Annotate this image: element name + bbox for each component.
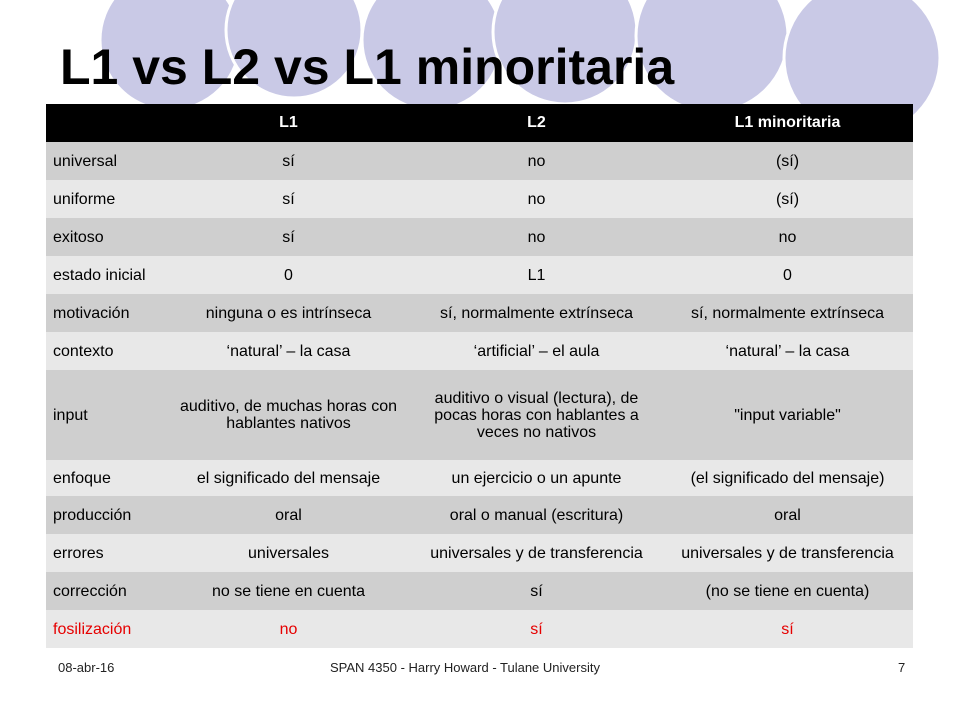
- row-label: universal: [46, 142, 166, 180]
- comparison-table: [46, 104, 913, 648]
- table-cell: sí: [662, 610, 913, 648]
- table-cell: universales y de transferencia: [411, 534, 662, 572]
- table-cell: sí, normalmente extrínseca: [662, 294, 913, 332]
- row-label: estado inicial: [46, 256, 166, 294]
- table-row-highlight: [46, 610, 913, 648]
- row-label: producción: [46, 496, 166, 534]
- row-label: input: [46, 370, 166, 460]
- table-row: [46, 142, 913, 180]
- table-cell: el significado del mensaje: [166, 460, 411, 496]
- table-cell: sí: [411, 610, 662, 648]
- table-cell: no se tiene en cuenta: [166, 572, 411, 610]
- header-cell-l1-minoritaria: L1 minoritaria: [662, 104, 913, 142]
- table-cell: auditivo o visual (lectura), de pocas horas con hablantes a veces no nativos: [411, 370, 662, 460]
- row-label: corrección: [46, 572, 166, 610]
- table-cell: universales: [166, 534, 411, 572]
- table-cell: sí: [166, 142, 411, 180]
- table-row: [46, 180, 913, 218]
- table-row: [46, 332, 913, 370]
- footer-date: 08-abr-16: [58, 660, 115, 675]
- table-cell: (sí): [662, 180, 913, 218]
- table-cell: no: [166, 610, 411, 648]
- table-cell: sí: [166, 218, 411, 256]
- table-cell: no: [411, 218, 662, 256]
- table-cell: no: [411, 180, 662, 218]
- table-cell: oral: [662, 496, 913, 534]
- row-label: motivación: [46, 294, 166, 332]
- table-cell: no: [411, 142, 662, 180]
- table-cell: sí: [411, 572, 662, 610]
- table-cell: 0: [662, 256, 913, 294]
- table-header-row: [46, 104, 913, 142]
- header-cell-empty: [46, 104, 166, 142]
- row-label: uniforme: [46, 180, 166, 218]
- table-cell: L1: [411, 256, 662, 294]
- footer-page-number: 7: [898, 660, 906, 675]
- header-cell-l1: L1: [166, 104, 411, 142]
- table-cell: (sí): [662, 142, 913, 180]
- table-cell: oral o manual (escritura): [411, 496, 662, 534]
- table-cell: universales y de transferencia: [662, 534, 913, 572]
- table-row: [46, 370, 913, 460]
- table-cell: ‘natural’ – la casa: [662, 332, 913, 370]
- table-row: [46, 534, 913, 572]
- table-cell: 0: [166, 256, 411, 294]
- table-cell: ‘natural’ – la casa: [166, 332, 411, 370]
- table-cell: oral: [166, 496, 411, 534]
- row-label: contexto: [46, 332, 166, 370]
- table-row: [46, 572, 913, 610]
- table-cell: auditivo, de muchas horas con hablantes nativos: [166, 370, 411, 460]
- header-cell-l2: L2: [411, 104, 662, 142]
- row-label: fosilización: [46, 610, 166, 648]
- table-row: [46, 256, 913, 294]
- table-cell: ‘artificial’ – el aula: [411, 332, 662, 370]
- row-label: errores: [46, 534, 166, 572]
- table-row: [46, 496, 913, 534]
- slide-title: L1 vs L2 vs L1 minoritaria: [60, 39, 675, 95]
- table-cell: sí: [166, 180, 411, 218]
- footer-course: SPAN 4350 - Harry Howard - Tulane University: [330, 660, 600, 675]
- table-cell: "input variable": [662, 370, 913, 460]
- table-cell: (no se tiene en cuenta): [662, 572, 913, 610]
- table-cell: sí, normalmente extrínseca: [411, 294, 662, 332]
- table-cell: (el significado del mensaje): [662, 460, 913, 496]
- row-label: exitoso: [46, 218, 166, 256]
- table-cell: ninguna o es intrínseca: [166, 294, 411, 332]
- table-cell: un ejercicio o un apunte: [411, 460, 662, 496]
- table-row: [46, 294, 913, 332]
- table-cell: no: [662, 218, 913, 256]
- table-row: [46, 460, 913, 496]
- row-label: enfoque: [46, 460, 166, 496]
- table-row: [46, 218, 913, 256]
